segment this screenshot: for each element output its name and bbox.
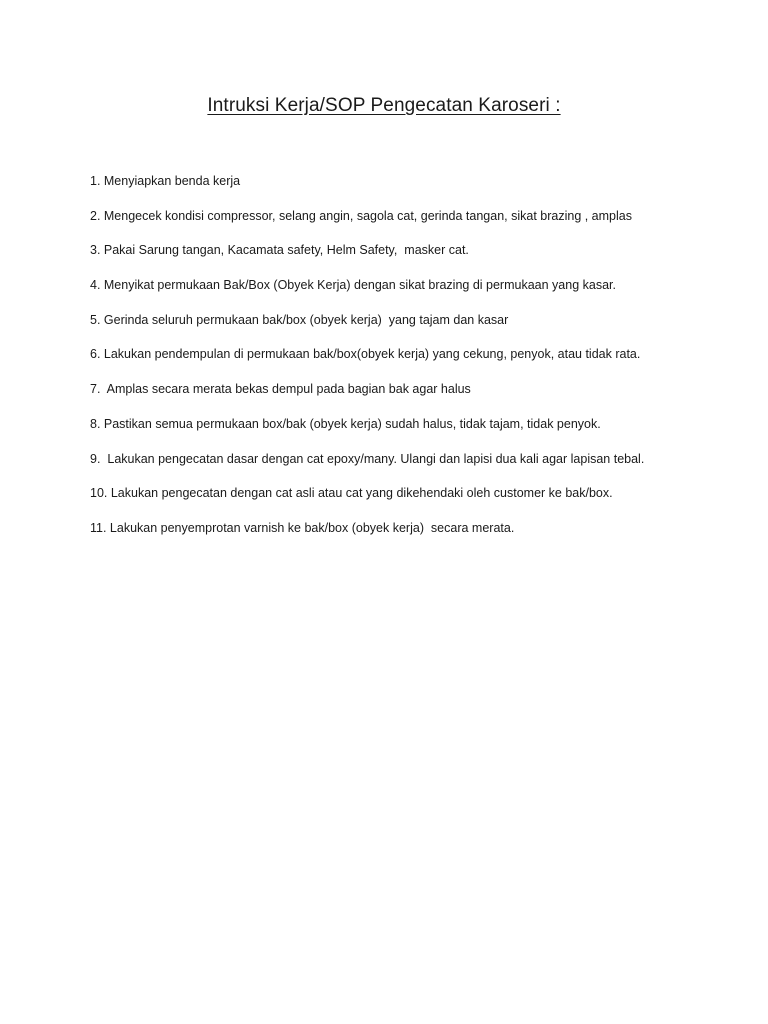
step-item: 6. Lakukan pendempulan di permukaan bak/box(obyek kerja) yang cekung, penyok, atau tidak rata. xyxy=(90,347,641,362)
steps-list xyxy=(90,172,730,554)
step-item: 9. Lakukan pengecatan dasar dengan cat epoxy/many. Ulangi dan lapisi dua kali agar lapisan tebal. xyxy=(90,451,645,466)
step-item: 1. Menyiapkan benda kerja xyxy=(90,174,241,188)
step-item: 11. Lakukan penyemprotan varnish ke bak/box (obyek kerja) secara merata. xyxy=(90,520,515,535)
step-item: 4. Menyikat permukaan Bak/Box (Obyek Kerja) dengan sikat brazing di permukaan yang kasar. xyxy=(90,278,616,293)
step-item: 8. Pastikan semua permukaan box/bak (obyek kerja) sudah halus, tidak tajam, tidak penyok. xyxy=(90,416,601,431)
step-item: 10. Lakukan pengecatan dengan cat asli atau cat yang dikehendaki oleh customer ke bak/box. xyxy=(90,486,613,501)
step-item: 7. Amplas secara merata bekas dempul pada bagian bak agar halus xyxy=(90,382,471,397)
step-item: 2. Mengecek kondisi compressor, selang angin, sagola cat, gerinda tangan, sikat brazing , amplas xyxy=(90,208,632,223)
document-title: Intruksi Kerja/SOP Pengecatan Karoseri : xyxy=(207,95,561,116)
step-item: 5. Gerinda seluruh permukaan bak/box (obyek kerja) yang tajam dan kasar xyxy=(90,312,509,327)
step-item: 3. Pakai Sarung tangan, Kacamata safety, Helm Safety, masker cat. xyxy=(90,243,469,258)
